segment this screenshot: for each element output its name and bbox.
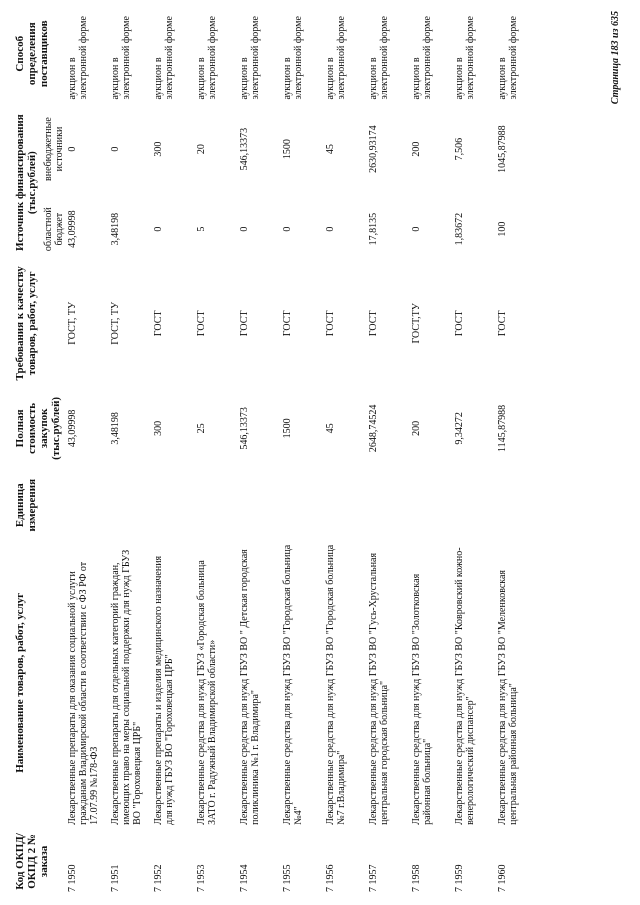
table-row — [238, 5, 281, 895]
table-row — [367, 5, 410, 895]
row-extra-budget: 7,506 — [454, 137, 465, 161]
row-name: Лекарственные средства для нужд ГБУЗ ВО " Детская городская поликлиника №1 г. Владимира" — [239, 549, 261, 825]
row-code: 7 1958 — [411, 864, 422, 892]
row-cost: 9,34272 — [454, 412, 465, 445]
row-name: Лекарственные препараты для оказания социальной услуги гражданам Владимирской области в соответствии с ФЗ РФ от 17.07.99 №178-ФЗ — [67, 561, 100, 825]
table-row — [453, 5, 496, 895]
row-unit — [152, 473, 195, 538]
row-name: Лекарственные средства для нужд ГБУЗ ВО "Золотковская районная больница" — [411, 573, 433, 825]
row-regional-budget: 17,8135 — [368, 212, 379, 246]
row-method: аукцион в электронной форме — [454, 16, 476, 100]
row-method: аукцион в электронной форме — [67, 16, 89, 100]
row-unit — [66, 473, 109, 538]
row-cost: 3,48198 — [110, 412, 121, 445]
row-cost: 45 — [325, 423, 336, 434]
row-method: аукцион в электронной форме — [153, 16, 175, 100]
row-requirements: ГОСТ — [325, 310, 336, 337]
row-requirements: ГОСТ,ТУ — [411, 303, 422, 344]
row-name: Лекарственные средства для нужд ГБУЗ ВО "Меленковская центральная районная больница" — [497, 569, 519, 825]
row-name: Лекарственные препараты и изделия медицинского назначения для нужд ГБУЗ ВО "Гороховецкая ЦРБ" — [153, 555, 175, 825]
page-footer: Страница 183 из 635 — [610, 11, 621, 105]
row-requirements: ГОСТ — [239, 310, 250, 337]
row-unit — [367, 473, 410, 538]
table-row — [66, 5, 109, 895]
row-requirements: ГОСТ, ТУ — [67, 301, 78, 345]
row-regional-budget: 0 — [325, 226, 336, 232]
table-row — [109, 5, 152, 895]
row-method: аукцион в электронной форме — [110, 16, 132, 100]
row-requirements: ГОСТ — [196, 310, 207, 337]
table-row — [281, 5, 324, 895]
row-regional-budget: 3,48198 — [110, 212, 121, 246]
row-code: 7 1959 — [454, 864, 465, 892]
row-unit — [109, 473, 152, 538]
table-row — [195, 5, 238, 895]
row-regional-budget: 0 — [153, 226, 164, 232]
rotated-document-page — [10, 5, 630, 895]
row-method: аукцион в электронной форме — [325, 16, 347, 100]
row-extra-budget: 200 — [411, 141, 422, 157]
row-code: 7 1950 — [67, 864, 78, 892]
row-cost: 300 — [153, 420, 164, 436]
row-name: Лекарственные препараты для отдельных категорий граждан, имеющих право на меры социальной поддержки для нужд ГБУЗ ВО "Гороховецкая ЦРБ" — [110, 549, 143, 825]
row-method: аукцион в электронной форме — [282, 16, 304, 100]
header-name: Наименование товаров, работ, услуг — [14, 592, 26, 773]
row-unit — [238, 473, 281, 538]
procurement-table — [10, 5, 539, 895]
row-code: 7 1957 — [368, 864, 379, 892]
row-regional-budget: 1,83672 — [454, 212, 465, 246]
row-method: аукцион в электронной форме — [411, 16, 433, 100]
row-regional-budget: 0 — [411, 226, 422, 232]
row-code: 7 1953 — [196, 864, 207, 892]
row-requirements: ГОСТ — [497, 310, 508, 337]
row-extra-budget: 300 — [153, 141, 164, 157]
row-method: аукцион в электронной форме — [497, 16, 519, 100]
row-regional-budget: 5 — [196, 226, 207, 232]
row-code: 7 1960 — [497, 864, 508, 892]
row-extra-budget: 45 — [325, 144, 336, 155]
table-body — [66, 5, 539, 895]
row-code: 7 1955 — [282, 864, 293, 892]
row-extra-budget: 20 — [196, 144, 207, 155]
row-name: Лекарственные средства для нужд ГБУЗ «Городская больница ЗАТО г. Радужный Владимирской области» — [196, 560, 218, 825]
row-method: аукцион в электронной форме — [239, 16, 261, 100]
row-cost: 1500 — [282, 418, 293, 439]
row-code: 7 1952 — [153, 864, 164, 892]
row-unit — [410, 473, 453, 538]
header-source: Источник финансирования (тыс.рублей) — [14, 114, 38, 251]
row-requirements: ГОСТ — [282, 310, 293, 337]
row-regional-budget: 0 — [239, 226, 250, 232]
header-cost: Полная стоимость закупок (тыс.рублей) — [14, 396, 62, 460]
row-requirements: ГОСТ — [153, 310, 164, 337]
row-regional-budget: 43,09998 — [67, 210, 78, 248]
row-extra-budget: 0 — [67, 146, 78, 152]
row-unit — [281, 473, 324, 538]
row-unit — [496, 473, 539, 538]
row-unit — [453, 473, 496, 538]
table-row — [152, 5, 195, 895]
row-name: Лекарственные средства для нужд ГБУЗ ВО "Ковровский кожно-венерологический диспансер" — [454, 547, 476, 825]
header-method: Способ определения поставщиков — [14, 20, 50, 88]
row-code: 7 1954 — [239, 864, 250, 892]
table-row — [410, 5, 453, 895]
table-row — [496, 5, 539, 895]
row-code: 7 1951 — [110, 864, 121, 892]
row-unit — [195, 473, 238, 538]
row-cost: 1145,87988 — [497, 404, 508, 452]
header-source-regional: областной бюджет — [43, 207, 65, 252]
header-unit: Единица измерения — [14, 478, 38, 532]
row-requirements: ГОСТ — [368, 310, 379, 337]
row-cost: 200 — [411, 420, 422, 436]
row-requirements: ГОСТ, ТУ — [110, 301, 121, 345]
row-cost: 43,09998 — [67, 409, 78, 448]
row-method: аукцион в электронной форме — [368, 16, 390, 100]
row-regional-budget: 0 — [282, 226, 293, 232]
header-source-extra: внебюджетные источники — [43, 117, 65, 181]
row-cost: 2648,74524 — [368, 404, 379, 453]
row-extra-budget: 0 — [110, 146, 121, 152]
row-method: аукцион в электронной форме — [196, 16, 218, 100]
header-code: Код ОКПД/ ОКПД 2 № заказа — [14, 833, 50, 890]
row-extra-budget: 1500 — [282, 139, 293, 160]
row-name: Лекарственные средства для нужд ГБУЗ ВО "Городская больница №7 г.Владимира" — [325, 544, 347, 825]
row-extra-budget: 546,13373 — [239, 127, 250, 171]
row-unit — [324, 473, 367, 538]
row-name: Лекарственные средства для нужд ГБУЗ ВО "Городская больница №4" — [282, 544, 304, 825]
row-cost: 25 — [196, 423, 207, 434]
table-row — [324, 5, 367, 895]
row-regional-budget: 100 — [497, 221, 508, 237]
row-extra-budget: 2630,93174 — [368, 125, 379, 173]
header-requirements: Требования к качеству товаров, работ, услуг — [14, 266, 38, 381]
row-name: Лекарственные средства для нужд ГБУЗ ВО "Гусь-Хрустальная центральная городская больница" — [368, 552, 390, 825]
row-code: 7 1956 — [325, 864, 336, 892]
row-extra-budget: 1045,87988 — [497, 125, 508, 173]
row-cost: 546,13373 — [239, 407, 250, 450]
row-requirements: ГОСТ — [454, 310, 465, 337]
